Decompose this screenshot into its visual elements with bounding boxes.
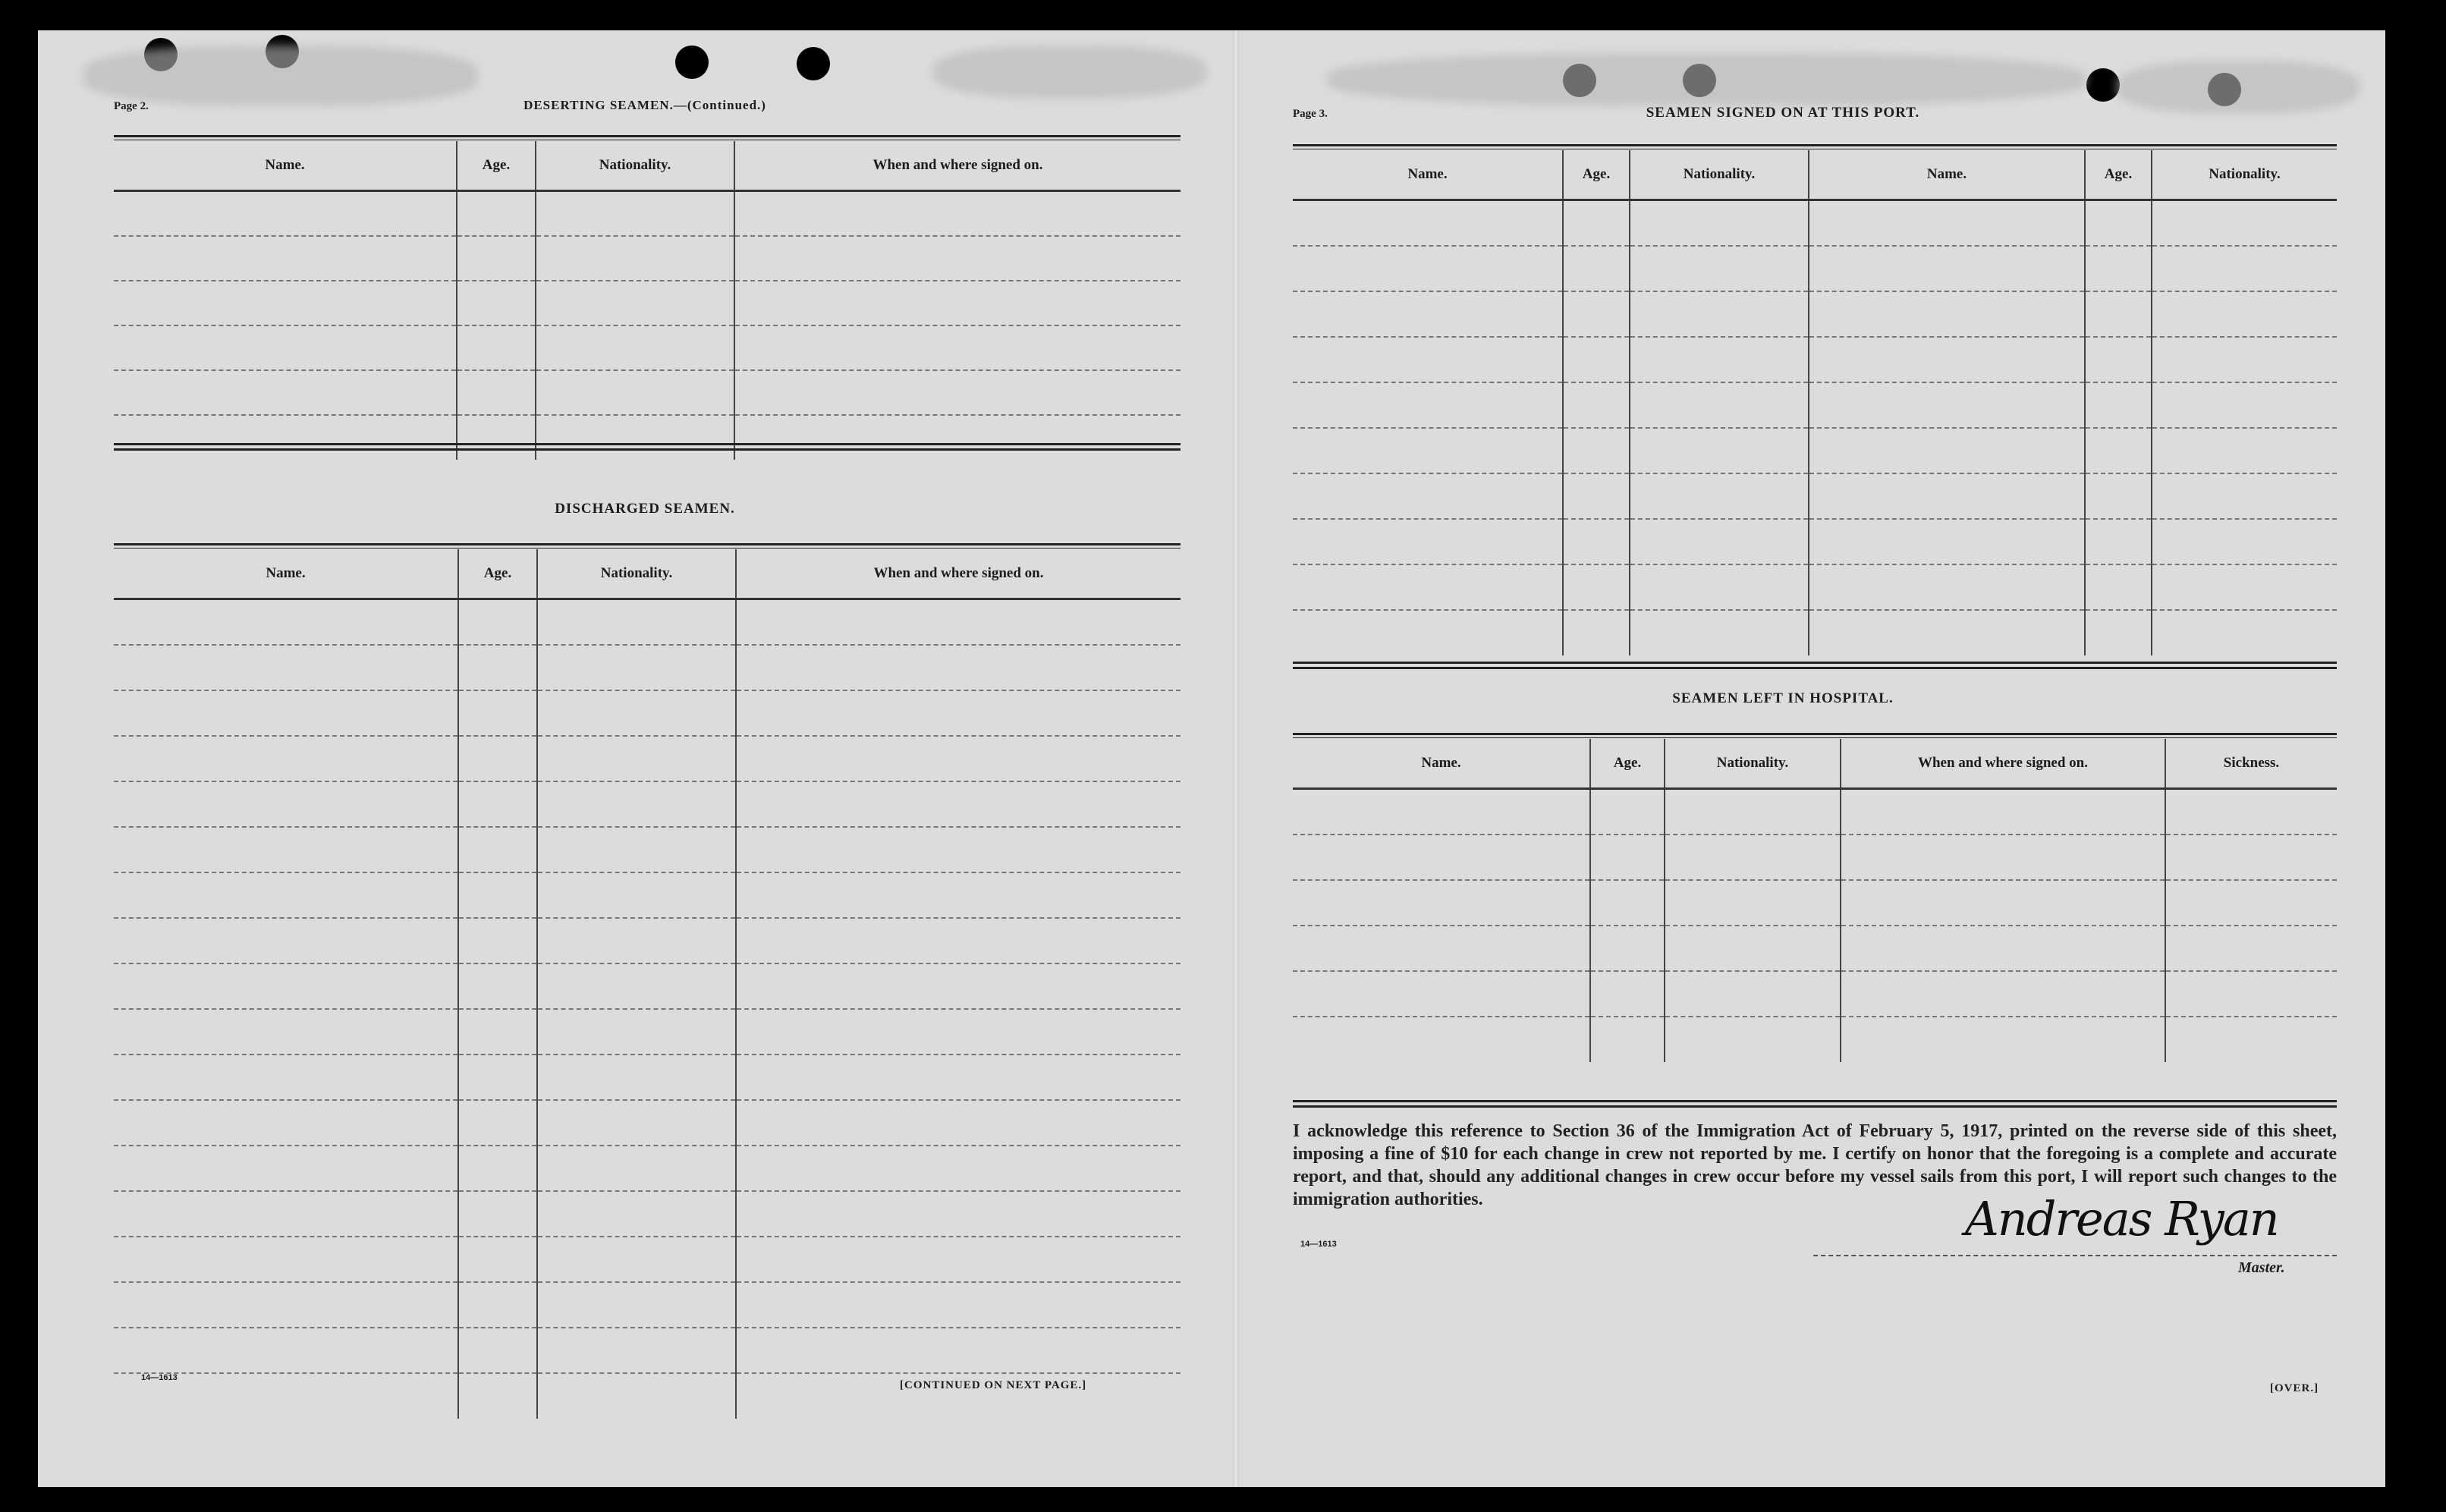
over-note: [OVER.] xyxy=(2270,1382,2319,1394)
table-cell xyxy=(2152,291,2337,337)
column-header: Sickness. xyxy=(2165,739,2337,789)
table-cell xyxy=(2165,926,2337,971)
column-header: When and where signed on. xyxy=(736,549,1181,599)
table-cell xyxy=(537,1146,736,1191)
table-cell xyxy=(1809,519,2085,564)
page-fold xyxy=(1233,30,1239,1487)
table-row xyxy=(1293,428,2337,473)
column-header: Name. xyxy=(114,141,457,191)
table-cell xyxy=(537,690,736,736)
table-cell xyxy=(537,918,736,963)
table-cell xyxy=(458,1237,537,1282)
table-row xyxy=(114,781,1181,827)
table-cell xyxy=(1630,610,1809,655)
table-cell xyxy=(736,1282,1181,1328)
column-header: Name. xyxy=(114,549,458,599)
column-header: Nationality. xyxy=(536,141,734,191)
table-cell xyxy=(1665,1017,1841,1062)
table-cell xyxy=(2165,971,2337,1017)
table-cell xyxy=(537,599,736,645)
table-cell xyxy=(2165,1017,2337,1062)
table-cell xyxy=(736,1100,1181,1146)
table-cell xyxy=(537,827,736,872)
table-cell xyxy=(1630,473,1809,519)
discharged-section-title xyxy=(417,501,872,517)
table-top-rule xyxy=(114,543,1181,549)
column-header: Nationality. xyxy=(537,549,736,599)
table-cell xyxy=(114,1191,458,1237)
table-cell xyxy=(736,1237,1181,1282)
table-row xyxy=(1293,382,2337,428)
table-bottom-rule xyxy=(1293,662,2337,669)
seamen-signed-on-table xyxy=(1293,150,2337,655)
hospital-rows xyxy=(1293,789,2337,1062)
table-cell xyxy=(114,690,458,736)
table-cell xyxy=(537,1009,736,1055)
table-row xyxy=(1293,200,2337,246)
table-cell xyxy=(2152,610,2337,655)
table-cell xyxy=(1590,880,1665,926)
table-cell xyxy=(114,1237,458,1282)
table-cell xyxy=(1809,473,2085,519)
table-cell xyxy=(1841,789,2165,835)
table-cell xyxy=(1563,291,1630,337)
table-cell xyxy=(1590,971,1665,1017)
table-cell xyxy=(1563,337,1630,382)
table-cell xyxy=(537,1100,736,1146)
table-cell xyxy=(734,236,1181,281)
table-cell xyxy=(458,963,537,1009)
table-cell xyxy=(1841,880,2165,926)
table-cell xyxy=(537,1282,736,1328)
table-row xyxy=(1293,610,2337,655)
table-cell xyxy=(114,1055,458,1100)
table-cell xyxy=(1293,428,1563,473)
table-cell xyxy=(1665,926,1841,971)
table-cell xyxy=(537,872,736,918)
table-cell xyxy=(458,1328,537,1373)
table-row xyxy=(1293,291,2337,337)
table-cell xyxy=(114,1146,458,1191)
discharged-seamen-table xyxy=(114,549,1181,1419)
acknowledgement-text: I acknowledge this reference to Section 36 of the Immigration Act of February 5, 1917, printed on the reverse side of this sheet, imposing a fine of $10 for each change in crew not reported by me. I certify on honor that the foregoing is a complete and accurate report, and that, should any additional changes in crew occur before my vessel sails from this port, I will report such changes to the immigration authorities. xyxy=(1293,1121,2337,1209)
table-cell xyxy=(1809,246,2085,291)
table-cell xyxy=(114,191,457,236)
table-cell xyxy=(1293,519,1563,564)
table-cell xyxy=(537,1328,736,1373)
table-cell xyxy=(458,1009,537,1055)
signature-role: Master. xyxy=(2238,1259,2285,1276)
table-row xyxy=(114,645,1181,690)
table-cell xyxy=(736,599,1181,645)
table-cell xyxy=(736,1146,1181,1191)
table-cell xyxy=(114,415,457,460)
table-cell xyxy=(537,781,736,827)
table-cell xyxy=(114,599,458,645)
page-label: Page 2. xyxy=(114,100,149,112)
table-cell xyxy=(2152,519,2337,564)
table-cell xyxy=(2085,382,2152,428)
table-cell xyxy=(114,1100,458,1146)
table-cell xyxy=(457,415,536,460)
table-cell xyxy=(458,781,537,827)
table-row xyxy=(114,1237,1181,1282)
table-cell xyxy=(1809,428,2085,473)
column-header: Nationality. xyxy=(2152,150,2337,200)
table-cell xyxy=(2085,428,2152,473)
table-cell xyxy=(114,736,458,781)
table-cell xyxy=(536,236,734,281)
table-row xyxy=(1293,473,2337,519)
seamen-left-in-hospital-table xyxy=(1293,739,2337,1062)
master-signature: Andreas Ryan xyxy=(1965,1191,2278,1246)
deserting-rows xyxy=(114,191,1181,460)
page-label: Page 3. xyxy=(1293,108,1328,120)
table-cell xyxy=(114,872,458,918)
discharged-rows xyxy=(114,599,1181,1419)
table-row xyxy=(1293,789,2337,835)
table-cell xyxy=(458,645,537,690)
table-cell xyxy=(1293,291,1563,337)
column-header: Age. xyxy=(1563,150,1630,200)
column-header: Nationality. xyxy=(1630,150,1809,200)
table-row xyxy=(114,918,1181,963)
column-header: When and where signed on. xyxy=(734,141,1181,191)
signed-on-title-text: SEAMEN SIGNED ON AT THIS PORT. xyxy=(1646,105,1920,121)
right-page xyxy=(1252,30,2385,1487)
table-cell xyxy=(114,781,458,827)
table-cell xyxy=(458,1191,537,1237)
table-cell xyxy=(2165,789,2337,835)
table-cell xyxy=(2152,200,2337,246)
table-cell xyxy=(736,645,1181,690)
table-cell xyxy=(458,1146,537,1191)
column-header: Name. xyxy=(1809,150,2085,200)
table-cell xyxy=(1809,200,2085,246)
table-row xyxy=(1293,835,2337,880)
table-cell xyxy=(736,736,1181,781)
table-cell xyxy=(2152,428,2337,473)
table-cell xyxy=(1293,473,1563,519)
table-cell xyxy=(734,191,1181,236)
table-cell xyxy=(458,827,537,872)
hospital-title-text: SEAMEN LEFT IN HOSPITAL. xyxy=(1672,690,1894,706)
table-row xyxy=(114,1191,1181,1237)
table-cell xyxy=(1841,926,2165,971)
table-cell xyxy=(537,736,736,781)
table-cell xyxy=(457,281,536,325)
table-row xyxy=(114,1328,1181,1373)
table-cell xyxy=(736,827,1181,872)
table-cell xyxy=(734,325,1181,370)
table-row xyxy=(1293,337,2337,382)
table-cell xyxy=(736,963,1181,1009)
table-row xyxy=(114,963,1181,1009)
table-row xyxy=(1293,926,2337,971)
column-header: Age. xyxy=(457,141,536,191)
table-cell xyxy=(736,781,1181,827)
table-cell xyxy=(734,415,1181,460)
table-cell xyxy=(1293,1017,1590,1062)
table-cell xyxy=(736,1055,1181,1100)
table-cell xyxy=(1563,246,1630,291)
table-cell xyxy=(114,918,458,963)
table-cell xyxy=(537,645,736,690)
table-row xyxy=(1293,971,2337,1017)
table-cell xyxy=(2152,246,2337,291)
table-cell xyxy=(1665,835,1841,880)
table-row xyxy=(114,370,1181,415)
table-cell xyxy=(734,281,1181,325)
table-cell xyxy=(1563,610,1630,655)
table-cell xyxy=(457,370,536,415)
signature-line xyxy=(1813,1255,2337,1256)
table-cell xyxy=(536,281,734,325)
table-cell xyxy=(1809,610,2085,655)
table-bottom-rule xyxy=(114,443,1181,451)
table-row xyxy=(114,827,1181,872)
form-number: 14—1613 xyxy=(141,1373,178,1382)
table-row xyxy=(114,1146,1181,1191)
signed-on-section-title xyxy=(1555,105,2011,121)
table-cell xyxy=(457,191,536,236)
table-cell xyxy=(458,872,537,918)
table-cell xyxy=(1563,473,1630,519)
table-cell xyxy=(734,370,1181,415)
table-cell xyxy=(736,918,1181,963)
table-cell xyxy=(2152,564,2337,610)
table-top-rule xyxy=(1293,733,2337,738)
table-row xyxy=(1293,519,2337,564)
table-cell xyxy=(114,1328,458,1373)
table-cell xyxy=(458,918,537,963)
table-row xyxy=(114,872,1181,918)
column-header: Name. xyxy=(1293,739,1590,789)
table-top-rule xyxy=(1293,144,2337,149)
table-cell xyxy=(2085,337,2152,382)
table-cell xyxy=(458,1100,537,1146)
table-cell xyxy=(1630,200,1809,246)
table-cell xyxy=(1293,200,1563,246)
table-cell xyxy=(114,1009,458,1055)
hospital-section-title xyxy=(1555,690,2011,707)
table-cell xyxy=(1590,926,1665,971)
table-cell xyxy=(537,1055,736,1100)
table-cell xyxy=(1293,564,1563,610)
table-cell xyxy=(1630,337,1809,382)
table-row xyxy=(1293,880,2337,926)
table-cell xyxy=(1293,880,1590,926)
table-cell xyxy=(1293,926,1590,971)
table-cell xyxy=(114,963,458,1009)
table-cell xyxy=(1809,291,2085,337)
table-cell xyxy=(537,963,736,1009)
table-cell xyxy=(1293,337,1563,382)
table-row xyxy=(114,191,1181,236)
table-cell xyxy=(2165,835,2337,880)
table-row xyxy=(114,599,1181,645)
table-row xyxy=(114,736,1181,781)
table-cell xyxy=(114,236,457,281)
table-cell xyxy=(1563,564,1630,610)
column-header: Nationality. xyxy=(1665,739,1841,789)
document-sheet xyxy=(38,30,2385,1487)
table-cell xyxy=(537,1373,736,1419)
table-cell xyxy=(114,827,458,872)
table-cell xyxy=(537,1191,736,1237)
table-cell xyxy=(457,236,536,281)
table-cell xyxy=(1630,246,1809,291)
table-cell xyxy=(1809,382,2085,428)
table-cell xyxy=(736,1009,1181,1055)
table-cell xyxy=(458,599,537,645)
column-header: Age. xyxy=(1590,739,1665,789)
table-row xyxy=(1293,246,2337,291)
table-row xyxy=(114,1055,1181,1100)
table-cell xyxy=(1590,789,1665,835)
table-cell xyxy=(1630,564,1809,610)
table-cell xyxy=(1630,519,1809,564)
table-cell xyxy=(1665,971,1841,1017)
table-cell xyxy=(2085,519,2152,564)
continued-note: [CONTINUED ON NEXT PAGE.] xyxy=(900,1379,1087,1391)
table-cell xyxy=(1841,1017,2165,1062)
signed-on-rows xyxy=(1293,200,2337,655)
column-header: Age. xyxy=(2085,150,2152,200)
left-page xyxy=(38,30,1221,1487)
deserting-section-title xyxy=(417,97,872,114)
table-row xyxy=(114,281,1181,325)
table-cell xyxy=(458,690,537,736)
table-cell xyxy=(114,1282,458,1328)
table-cell xyxy=(2085,473,2152,519)
table-cell xyxy=(536,191,734,236)
table-cell xyxy=(537,1237,736,1282)
table-cell xyxy=(458,736,537,781)
table-cell xyxy=(1665,789,1841,835)
table-cell xyxy=(1809,337,2085,382)
discharged-title-text: DISCHARGED SEAMEN. xyxy=(555,501,735,517)
table-cell xyxy=(536,325,734,370)
table-cell xyxy=(1563,200,1630,246)
table-cell xyxy=(114,645,458,690)
table-cell xyxy=(2085,291,2152,337)
table-row xyxy=(114,690,1181,736)
table-cell xyxy=(1630,291,1809,337)
table-bottom-rule xyxy=(1293,1100,2337,1108)
deserting-seamen-table xyxy=(114,141,1181,460)
table-row xyxy=(114,1100,1181,1146)
table-cell xyxy=(458,1055,537,1100)
table-cell xyxy=(1590,835,1665,880)
table-cell xyxy=(736,1328,1181,1373)
table-cell xyxy=(114,370,457,415)
table-cell xyxy=(1293,971,1590,1017)
table-cell xyxy=(1590,1017,1665,1062)
form-number: 14—1613 xyxy=(1300,1240,1337,1249)
table-cell xyxy=(1293,246,1563,291)
table-cell xyxy=(2085,200,2152,246)
column-header: Name. xyxy=(1293,150,1563,200)
table-cell xyxy=(736,1191,1181,1237)
table-cell xyxy=(1841,835,2165,880)
table-row xyxy=(114,1009,1181,1055)
table-cell xyxy=(1563,382,1630,428)
table-cell xyxy=(1563,428,1630,473)
table-top-rule xyxy=(114,135,1181,140)
table-row xyxy=(114,325,1181,370)
table-cell xyxy=(1809,564,2085,610)
table-cell xyxy=(736,872,1181,918)
table-cell xyxy=(536,415,734,460)
table-cell xyxy=(458,1373,537,1419)
table-cell xyxy=(458,1282,537,1328)
table-row xyxy=(114,236,1181,281)
table-row xyxy=(1293,564,2337,610)
table-cell xyxy=(1563,519,1630,564)
table-cell xyxy=(457,325,536,370)
table-row xyxy=(1293,1017,2337,1062)
table-cell xyxy=(2152,382,2337,428)
table-cell xyxy=(1841,971,2165,1017)
table-cell xyxy=(536,370,734,415)
table-cell xyxy=(2152,337,2337,382)
column-header: Age. xyxy=(458,549,537,599)
table-cell xyxy=(1293,610,1563,655)
deserting-title-text: DESERTING SEAMEN.—(Continued.) xyxy=(523,98,766,112)
table-cell xyxy=(114,325,457,370)
table-cell xyxy=(2085,246,2152,291)
table-row xyxy=(114,415,1181,460)
table-cell xyxy=(2085,610,2152,655)
table-cell xyxy=(1665,880,1841,926)
table-cell xyxy=(1293,835,1590,880)
table-cell xyxy=(1630,382,1809,428)
table-cell xyxy=(1293,382,1563,428)
table-cell xyxy=(2165,880,2337,926)
column-header: When and where signed on. xyxy=(1841,739,2165,789)
table-cell xyxy=(1630,428,1809,473)
table-cell xyxy=(114,281,457,325)
table-row xyxy=(114,1282,1181,1328)
table-cell xyxy=(2085,564,2152,610)
table-cell xyxy=(1293,789,1590,835)
table-cell xyxy=(736,690,1181,736)
table-cell xyxy=(2152,473,2337,519)
